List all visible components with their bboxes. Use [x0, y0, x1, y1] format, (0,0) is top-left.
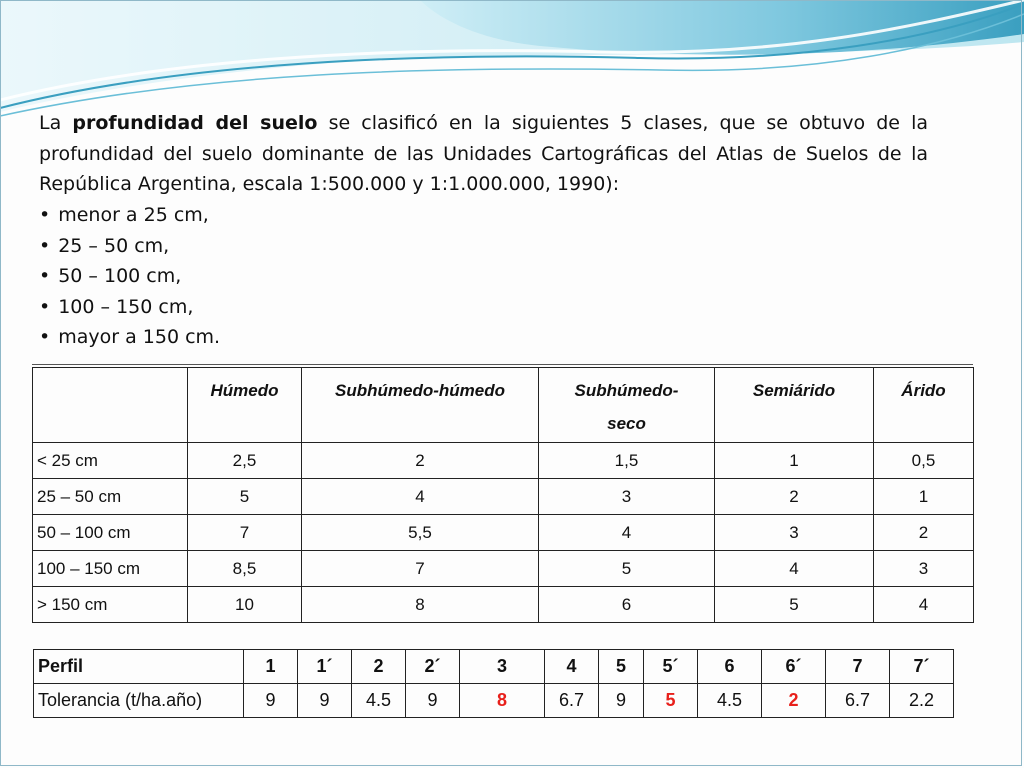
table-row [33, 515, 974, 551]
profile-cell: 5´ [644, 650, 698, 684]
profile-cell: 3 [460, 650, 545, 684]
depth-climate-table [32, 367, 974, 623]
list-item: • 100 – 150 cm, [39, 295, 194, 318]
profile-cell: 7 [826, 650, 890, 684]
tolerance-value: 6.7 [545, 684, 599, 718]
table-cell: 2,5 [188, 443, 302, 479]
table-cell: 5 [539, 551, 715, 587]
tolerance-header-row [34, 650, 954, 684]
tolerance-value: 5 [644, 684, 698, 718]
depth-climate-table-container [32, 364, 973, 623]
table-cell: 2 [715, 479, 874, 515]
profile-cell: 1 [244, 650, 298, 684]
tolerance-value-row [34, 684, 954, 718]
table-cell: 5 [188, 479, 302, 515]
tolerance-value: 9 [599, 684, 644, 718]
tolerance-value: 4.5 [352, 684, 406, 718]
table-cell: 7 [302, 551, 539, 587]
list-item: • mayor a 150 cm. [39, 326, 221, 348]
list-item: • menor a 25 cm, [39, 204, 209, 226]
header-cell: Subhúmedo-húmedo [302, 368, 539, 443]
table-cell: 4 [539, 515, 715, 551]
table-cell: 3 [874, 551, 974, 587]
profile-cell: 6 [698, 650, 762, 684]
tolerance-value: 2.2 [890, 684, 954, 718]
intro-bold-term: profundidad del suelo [72, 112, 318, 134]
row-label: 50 – 100 cm [33, 515, 188, 551]
table-cell: 2 [302, 443, 539, 479]
profile-cell: 2´ [406, 650, 460, 684]
table-cell: 0,5 [874, 443, 974, 479]
profile-cell: 2 [352, 650, 406, 684]
row-label: > 150 cm [33, 587, 188, 623]
table-cell: 7 [188, 515, 302, 551]
list-item: • 50 – 100 cm, [39, 265, 182, 287]
profile-cell: 5 [599, 650, 644, 684]
profile-cell: 7´ [890, 650, 954, 684]
table-row [33, 443, 974, 479]
list-item: • 25 – 50 cm, [39, 234, 170, 257]
tolerance-table [33, 649, 954, 718]
table-cell: 10 [188, 587, 302, 623]
header-cell [33, 368, 188, 443]
row-label: < 25 cm [33, 443, 188, 479]
tolerance-value: 9 [244, 684, 298, 718]
table-cell: 8,5 [188, 551, 302, 587]
row-label: 100 – 150 cm [33, 551, 188, 587]
depth-class-list [39, 200, 220, 353]
table-row [33, 551, 974, 587]
header-cell: Árido [874, 368, 974, 443]
table-cell: 5 [715, 587, 874, 623]
header-cell: Húmedo [188, 368, 302, 443]
tolerance-value: 4.5 [698, 684, 762, 718]
profile-cell: 1´ [298, 650, 352, 684]
header-cell: Subhúmedo- seco [539, 368, 715, 443]
table-cell: 5,5 [302, 515, 539, 551]
table-row [33, 479, 974, 515]
tolerance-value: 9 [298, 684, 352, 718]
table-cell: 4 [302, 479, 539, 515]
tolerance-value: 8 [460, 684, 545, 718]
row-label: 25 – 50 cm [33, 479, 188, 515]
profile-cell: 4 [545, 650, 599, 684]
table-cell: 4 [874, 587, 974, 623]
table-cell: 2 [874, 515, 974, 551]
intro-paragraph: La profundidad del suelo se clasificó en la siguientes 5 clases, que se obtuvo de la profundidad del suelo dominante de las Unidades Cartográficas del Atlas de Suelos de la República Argentina, escala 1:500.000 y 1:1.000.000, 1990): [39, 112, 928, 195]
table-cell: 4 [715, 551, 874, 587]
table-cell: 3 [715, 515, 874, 551]
table-cell: 1 [874, 479, 974, 515]
perfil-label: Perfil [34, 650, 244, 684]
table-cell: 3 [539, 479, 715, 515]
table-cell: 1 [715, 443, 874, 479]
header-cell: Semiárido [715, 368, 874, 443]
tolerance-label: Tolerancia (t/ha.año) [34, 684, 244, 718]
table-cell: 1,5 [539, 443, 715, 479]
table-cell: 6 [539, 587, 715, 623]
table-cell: 8 [302, 587, 539, 623]
tolerance-value: 2 [762, 684, 826, 718]
table-header-row [33, 368, 974, 443]
table-row [33, 587, 974, 623]
tolerance-value: 9 [406, 684, 460, 718]
table-top-rule [32, 364, 973, 365]
profile-cell: 6´ [762, 650, 826, 684]
tolerance-value: 6.7 [826, 684, 890, 718]
